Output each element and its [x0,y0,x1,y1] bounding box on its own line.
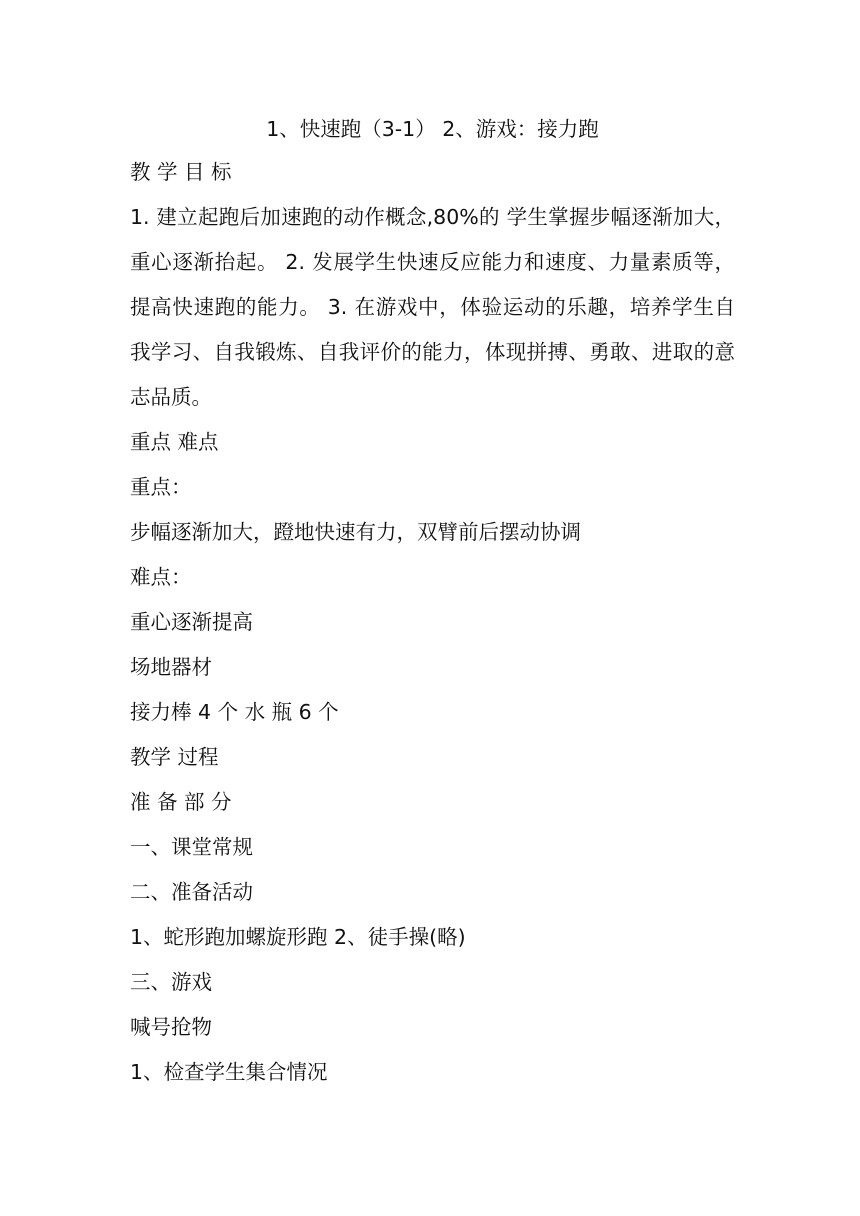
section-heading-process: 教学 过程 [130,745,219,769]
game-step-1: 1、检查学生集合情况 [130,1060,328,1084]
game-name: 喊号抢物 [130,1015,212,1039]
list-item-game: 三、游戏 [130,970,212,994]
document-body [130,108,735,1095]
difficulty-text: 重心逐渐提高 [130,610,253,634]
teaching-goals-paragraph: 1. 建立起跑后加速跑的动作概念,80%的 学生掌握步幅逐渐加大，重心逐渐抬起。 2. 发展学生快速反应能力和速度、力量素质等，提高快速跑的能力。 3. 在游戏中，体验运动的乐趣，培养学生自我学习、自我锻炼、自我评价的能力，体现拼搏、勇敢、进取的意志品质。 [130,205,735,409]
section-heading-key-points: 重点 难点 [130,430,219,454]
difficulty-label: 难点： [130,565,192,589]
list-item-warmup: 二、准备活动 [130,880,253,904]
section-heading-equipment: 场地器材 [130,655,212,679]
section-heading-preparation: 准 备 部 分 [130,790,232,814]
equipment-text: 接力棒 4 个 水 瓶 6 个 [130,700,339,724]
warmup-detail: 1、蛇形跑加螺旋形跑 2、徒手操(略) [130,925,466,949]
list-item-routine: 一、课堂常规 [130,835,253,859]
document-title: 1、快速跑（3-1） 2、游戏：接力跑 [266,117,599,141]
key-point-label: 重点： [130,475,192,499]
section-heading-teaching-goals: 教 学 目 标 [130,160,232,184]
key-point-text: 步幅逐渐加大，蹬地快速有力，双臂前后摆动协调 [130,520,581,544]
